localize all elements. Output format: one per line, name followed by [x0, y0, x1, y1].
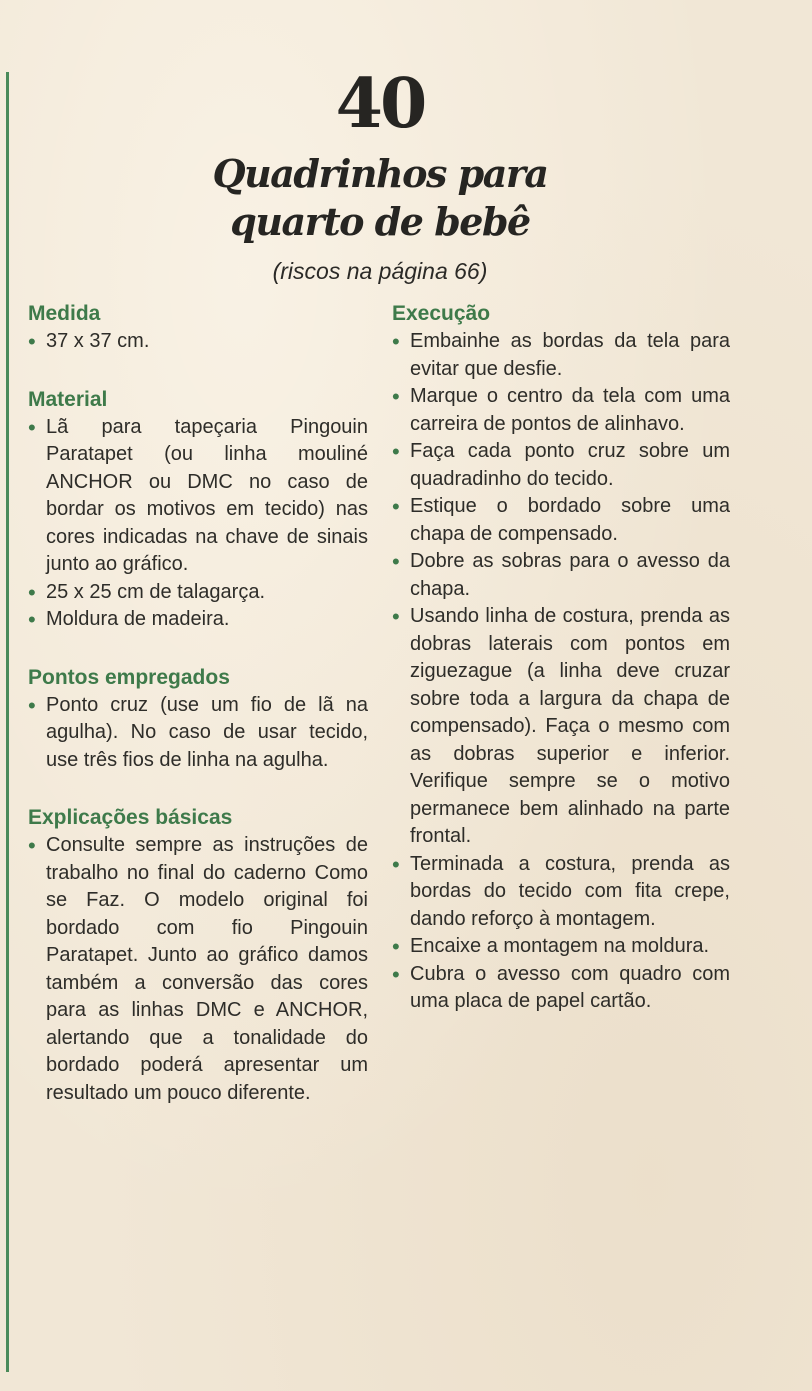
list-item: • Faça cada ponto cruz sobre um quadradinho do tecido. [392, 438, 730, 493]
left-column [28, 300, 368, 1137]
heading-medida: Medida [28, 302, 101, 325]
page-title [0, 150, 760, 246]
list-item: • Dobre as sobras para o avesso da chapa. [392, 548, 730, 603]
list-item: • Marque o centro da tela com uma carreira de pontos de alinhavo. [392, 383, 730, 438]
section-execucao [392, 300, 730, 1016]
title-line-2: quarto de bebê [230, 199, 530, 244]
list-item: • Usando linha de costura, prenda as dobras laterais com pontos em ziguezague (a linha deve cruzar sobre toda a largura da chapa de compensado). Faça o mesmo com as dobras superior e inferior. Verifique sempre se o motivo permanece bem alinhado na parte frontal. [392, 603, 730, 851]
list-item: • 25 x 25 cm de talagarça. [28, 579, 368, 607]
heading-execucao: Execução [392, 302, 491, 325]
right-column [392, 300, 730, 1046]
section-medida [28, 300, 368, 356]
section-pontos [28, 664, 368, 775]
list-item: • Terminada a costura, prenda as bordas do tecido com fita crepe, dando reforço à montagem. [392, 851, 730, 934]
section-material [28, 386, 368, 634]
list-item: • Encaixe a montagem na moldura. [392, 933, 730, 961]
list-item: • 37 x 37 cm. [28, 328, 368, 356]
list-item: • Consulte sempre as instruções de trabalho no final do caderno Como se Faz. O modelo original foi bordado com fio Pingouin Paratapet. Junto ao gráfico damos também a conversão das cores para as linhas DMC e ANCHOR, alertando que a tonalidade do bordado poderá apresentar um resultado um pouco diferente. [28, 832, 368, 1107]
project-number: 40 [335, 64, 425, 144]
list-item: • Ponto cruz (use um fio de lã na agulha). No caso de usar tecido, use três fios de linha na agulha. [28, 692, 368, 775]
list-item: • Estique o bordado sobre uma chapa de compensado. [392, 493, 730, 548]
heading-pontos: Pontos empregados [28, 665, 230, 689]
section-explicacoes [28, 804, 368, 1107]
title-line-1: Quadrinhos para [212, 151, 548, 196]
list-item: • Embainhe as bordas da tela para evitar que desfie. [392, 328, 730, 383]
heading-explicacoes: Explicações básicas [28, 806, 233, 829]
list-item: • Lã para tapeçaria Pingouin Paratapet (ou linha mouliné ANCHOR ou DMC no caso de bordar os motivos em tecido) nas cores indicadas na chave de sinais junto ao gráfico. [28, 414, 368, 579]
heading-material: Material [28, 387, 108, 411]
list-item: • Cubra o avesso com quadro com uma placa de papel cartão. [392, 961, 730, 1016]
list-item: • Moldura de madeira. [28, 606, 368, 634]
subtitle: (riscos na página 66) [272, 258, 488, 284]
